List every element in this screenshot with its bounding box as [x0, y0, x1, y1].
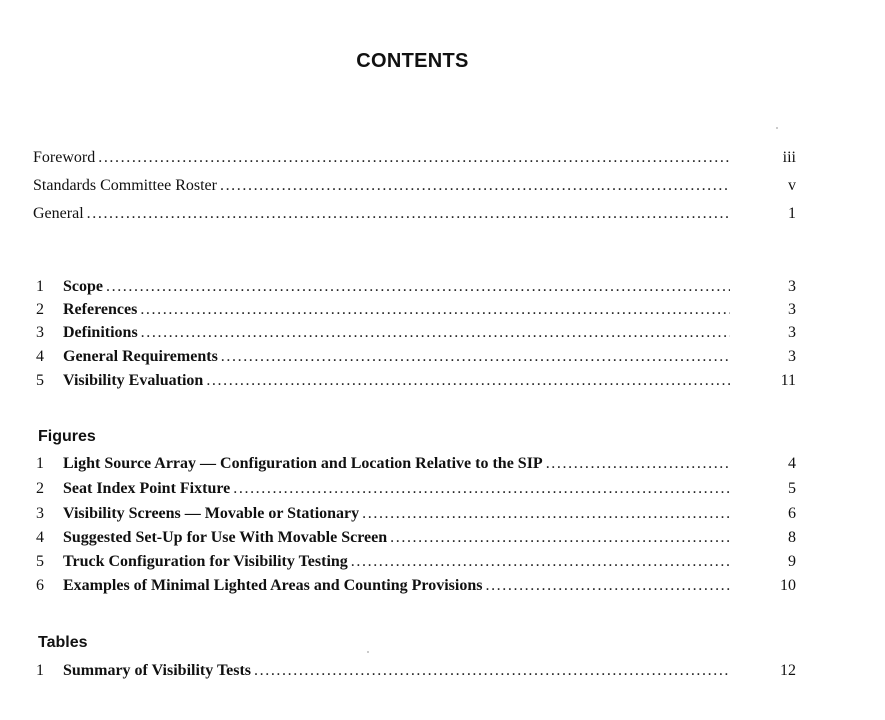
toc-entry-number: 1 [36, 278, 44, 295]
page-title: CONTENTS [356, 50, 469, 72]
toc-entry-label: Seat Index Point Fixture [63, 480, 231, 497]
toc-entry-page: 1 [788, 205, 796, 222]
toc-entry-number: 2 [36, 301, 44, 318]
scan-speck [367, 651, 369, 653]
toc-entry-label: Standards Committee Roster [33, 177, 217, 194]
toc-entry-number: 6 [36, 577, 44, 594]
toc-entry-number: 4 [36, 348, 44, 365]
toc-entry-page: 6 [788, 505, 796, 522]
toc-entry-page: 12 [780, 662, 796, 679]
toc-entry-page: 3 [788, 301, 796, 318]
toc-entry-label: Light Source Array — Configuration and Location Relative to the SIP [63, 455, 543, 472]
leader-dots [351, 552, 730, 572]
toc-entry-label: General [33, 205, 84, 222]
toc-entry-foreword[interactable] [33, 148, 796, 168]
leader-dots [141, 323, 730, 343]
toc-entry-page: 3 [788, 348, 796, 365]
leader-dots [221, 347, 730, 367]
toc-entry-label: Summary of Visibility Tests [63, 662, 252, 679]
toc-entry-page: 11 [780, 372, 796, 389]
toc-figure-3[interactable] [33, 504, 796, 524]
toc-entry-label: Visibility Screens — Movable or Stationary [63, 505, 360, 522]
toc-entry-page: 3 [788, 278, 796, 295]
toc-entry-label: Truck Configuration for Visibility Testing [63, 553, 348, 570]
leader-dots [362, 504, 730, 524]
toc-figure-5[interactable] [33, 552, 796, 572]
toc-entry-page: v [788, 177, 796, 194]
toc-entry-label: References [63, 301, 138, 318]
toc-figure-2[interactable] [33, 479, 796, 499]
toc-entry-number: 1 [36, 455, 44, 472]
toc-entry-number: 3 [36, 324, 44, 341]
leader-dots [546, 454, 730, 474]
leader-dots [390, 528, 730, 548]
toc-table-1[interactable] [33, 661, 796, 681]
toc-entry-label: Examples of Minimal Lighted Areas and Counting Provisions [63, 577, 483, 594]
toc-section-4[interactable] [33, 347, 796, 367]
toc-entry-page: 3 [788, 324, 796, 341]
toc-entry-number: 5 [36, 372, 44, 389]
leader-dots [106, 277, 730, 297]
toc-entry-number: 4 [36, 529, 44, 546]
toc-figure-4[interactable] [33, 528, 796, 548]
toc-section-2[interactable] [33, 300, 796, 320]
toc-entry-page: 10 [780, 577, 796, 594]
toc-entry-label: Definitions [63, 324, 138, 341]
tables-heading: Tables [38, 634, 88, 651]
toc-entry-page: iii [782, 149, 796, 166]
toc-entry-label: Foreword [33, 149, 96, 166]
toc-figure-6[interactable] [33, 576, 796, 596]
toc-entry-page: 5 [788, 480, 796, 497]
toc-section-3[interactable] [33, 323, 796, 343]
leader-dots [87, 204, 730, 224]
leader-dots [254, 661, 730, 681]
toc-entry-number: 2 [36, 480, 44, 497]
leader-dots [485, 576, 730, 596]
leader-dots [233, 479, 730, 499]
toc-entry-number: 3 [36, 505, 44, 522]
scan-speck [776, 127, 778, 129]
toc-entry-number: 5 [36, 553, 44, 570]
toc-section-5[interactable] [33, 371, 796, 391]
toc-section-1[interactable] [33, 277, 796, 297]
leader-dots [206, 371, 730, 391]
toc-entry-page: 8 [788, 529, 796, 546]
toc-entry-general[interactable] [33, 204, 796, 224]
toc-entry-label: General Requirements [63, 348, 218, 365]
toc-entry-label: Scope [63, 278, 103, 295]
toc-entry-page: 9 [788, 553, 796, 570]
leader-dots [140, 300, 730, 320]
leader-dots [220, 176, 730, 196]
leader-dots [98, 148, 730, 168]
toc-entry-label: Visibility Evaluation [63, 372, 204, 389]
figures-heading: Figures [38, 428, 96, 445]
toc-entry-number: 1 [36, 662, 44, 679]
toc-entry-roster[interactable] [33, 176, 796, 196]
toc-entry-label: Suggested Set-Up for Use With Movable Screen [63, 529, 388, 546]
toc-entry-page: 4 [788, 455, 796, 472]
toc-figure-1[interactable] [33, 454, 796, 474]
